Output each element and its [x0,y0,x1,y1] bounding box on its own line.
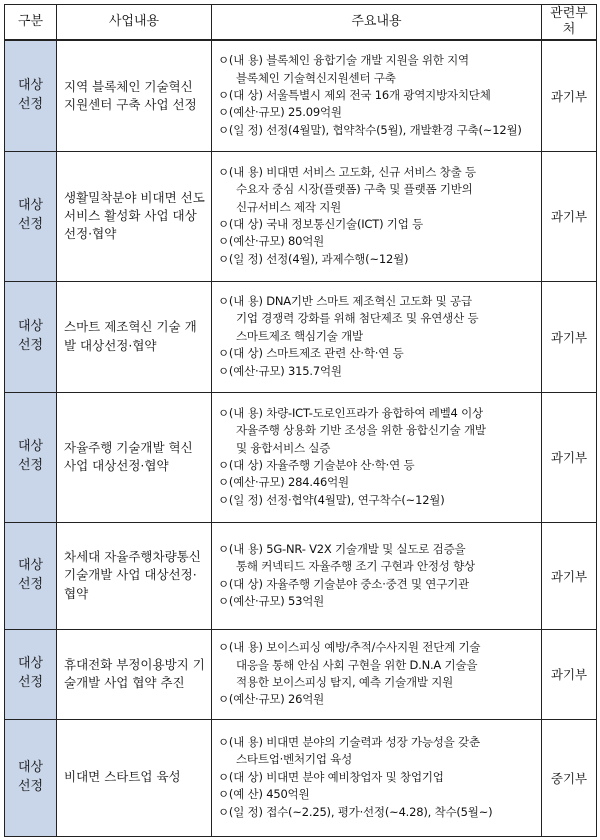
content-line: 및 융합서비스 실증 [236,440,331,455]
content-line: 대응을 통해 안심 사회 구현을 위한 D.N.A 기술을 [236,657,478,672]
project-table [4,4,597,837]
table-header-row [5,5,597,41]
content-line: ㅇ(내 용) 비대면 분야의 기술력과 성장 가능성을 갖춘 [218,734,480,749]
category-cell: 대상 선정 [5,719,57,836]
content-line: 스마트제조 핵심기술 개발 [236,328,363,343]
header-category: 구분 [5,5,57,41]
content-line: ㅇ(예산·규모) 80억원 [218,234,325,249]
content-line: ㅇ(예산·규모) 25.09억원 [218,105,342,120]
main-content-cell [212,522,542,629]
table-row [5,629,597,719]
content-line: 적용한 보이스피싱 탐지, 예측 기술개발 지원 [236,675,454,689]
business-cell: 스마트 제조혁신 기술 개발 대상선정·협약 [57,281,212,392]
main-content-cell [212,719,542,836]
dept-cell: 과기부 [542,281,597,392]
dept-cell: 중기부 [542,719,597,836]
header-dept: 관련부처 [542,5,597,41]
dept-cell: 과기부 [542,522,597,629]
header-main-content: 주요내용 [212,5,542,41]
dept-cell: 과기부 [542,151,597,281]
business-cell: 휴대전화 부정이용방지 기술개발 사업 협약 추진 [57,629,212,719]
content-line: 통해 커넥티드 자율주행 조기 구현과 안정성 향상 [236,559,475,574]
content-line: ㅇ(내 용) 비대면 서비스 고도화, 신규 서비스 창출 등 [218,164,476,179]
table-row [5,392,597,522]
content-line: ㅇ(대 상) 국내 정보통신기술(ICT) 기업 등 [218,217,423,231]
content-line: ㅇ(대 상) 스마트제조 관련 산·학·연 등 [218,346,404,361]
content-line: ㅇ(예산·규모) 26억원 [218,692,325,707]
main-content-cell [212,392,542,522]
main-content-cell [212,151,542,281]
business-cell: 차세대 자율주행차량통신 기술개발 사업 대상선정·협약 [57,522,212,629]
content-line: 블록체인 기술혁신지원센터 구축 [236,70,396,85]
content-line: ㅇ(예산·규모) 284.46억원 [218,475,349,490]
category-cell: 대상 선정 [5,392,57,522]
content-line: ㅇ(대 상) 비대면 분야 예비창업자 및 창업기업 [218,769,444,784]
table-row [5,522,597,629]
category-cell: 대상 선정 [5,40,57,151]
main-content-cell [212,281,542,392]
content-line: ㅇ(내 용) 블록체인 융합기술 개발 지원을 위한 지역 [218,53,469,68]
main-content-cell [212,629,542,719]
header-business: 사업내용 [57,5,212,41]
content-line: ㅇ(일 정) 접수(~2.25), 평가·선정(~4.28), 착수(5월~) [218,804,493,819]
content-line: 수요자 중심 시장(플랫폼) 구축 및 플랫폼 기반의 [236,182,473,197]
content-line: ㅇ(일 정) 선정(4월), 과제수행(~12월) [218,251,409,266]
content-line: ㅇ(예 산) 450억원 [218,787,310,802]
content-line: ㅇ(내 용) DNA기반 스마트 제조혁신 고도화 및 공급 [218,293,472,308]
content-line: ㅇ(대 상) 서울특별시 제외 전국 16개 광역지방자치단체 [218,88,491,103]
content-line: ㅇ(대 상) 자율주행 기술분야 중소·중견 및 연구기관 [218,576,469,591]
table-row [5,151,597,281]
dept-cell: 과기부 [542,392,597,522]
content-line: 기업 경쟁력 강화를 위해 첨단제조 및 유연생산 등 [236,311,479,326]
business-cell: 지역 블록체인 기술혁신 지원센터 구축 사업 선정 [57,40,212,151]
table-row [5,281,597,392]
category-cell: 대상 선정 [5,281,57,392]
category-cell: 대상 선정 [5,629,57,719]
dept-cell: 과기부 [542,629,597,719]
content-line: ㅇ(대 상) 자율주행 기술분야 산·학·연 등 [218,458,415,472]
content-line: ㅇ(예산·규모) 53억원 [218,593,325,608]
category-cell: 대상 선정 [5,151,57,281]
content-line: ㅇ(예산·규모) 315.7억원 [218,363,342,378]
content-line: 자율주행 상용화 기반 조성을 위한 융합신기술 개발 [236,423,486,438]
table-row [5,719,597,836]
table-row [5,40,597,151]
dept-cell: 과기부 [542,40,597,151]
business-cell: 비대면 스타트업 육성 [57,719,212,836]
content-line: ㅇ(내 용) 차량-ICT-도로인프라가 융합하여 레벨4 이상 [218,405,483,420]
content-line: 신규서비스 제작 지원 [236,199,342,214]
content-line: ㅇ(내 용) 5G-NR- V2X 기술개발 및 실도로 검증을 [218,541,466,556]
business-cell: 자율주행 기술개발 혁신 사업 대상선정·협약 [57,392,212,522]
business-cell: 생활밀착분야 비대면 선도서비스 활성화 사업 대상선정·협약 [57,151,212,281]
category-cell: 대상 선정 [5,522,57,629]
main-content-cell [212,40,542,151]
content-line: ㅇ(일 정) 선정·협약(4월말), 연구착수(~12월) [218,492,445,507]
content-line: 스타트업·벤처기업 육성 [236,752,352,767]
content-line: ㅇ(내 용) 보이스피싱 예방/추적/수사지원 전단계 기술 [218,640,481,655]
content-line: ㅇ(일 정) 선정(4월말), 협약착수(5월), 개발환경 구축(~12월) [218,122,522,137]
